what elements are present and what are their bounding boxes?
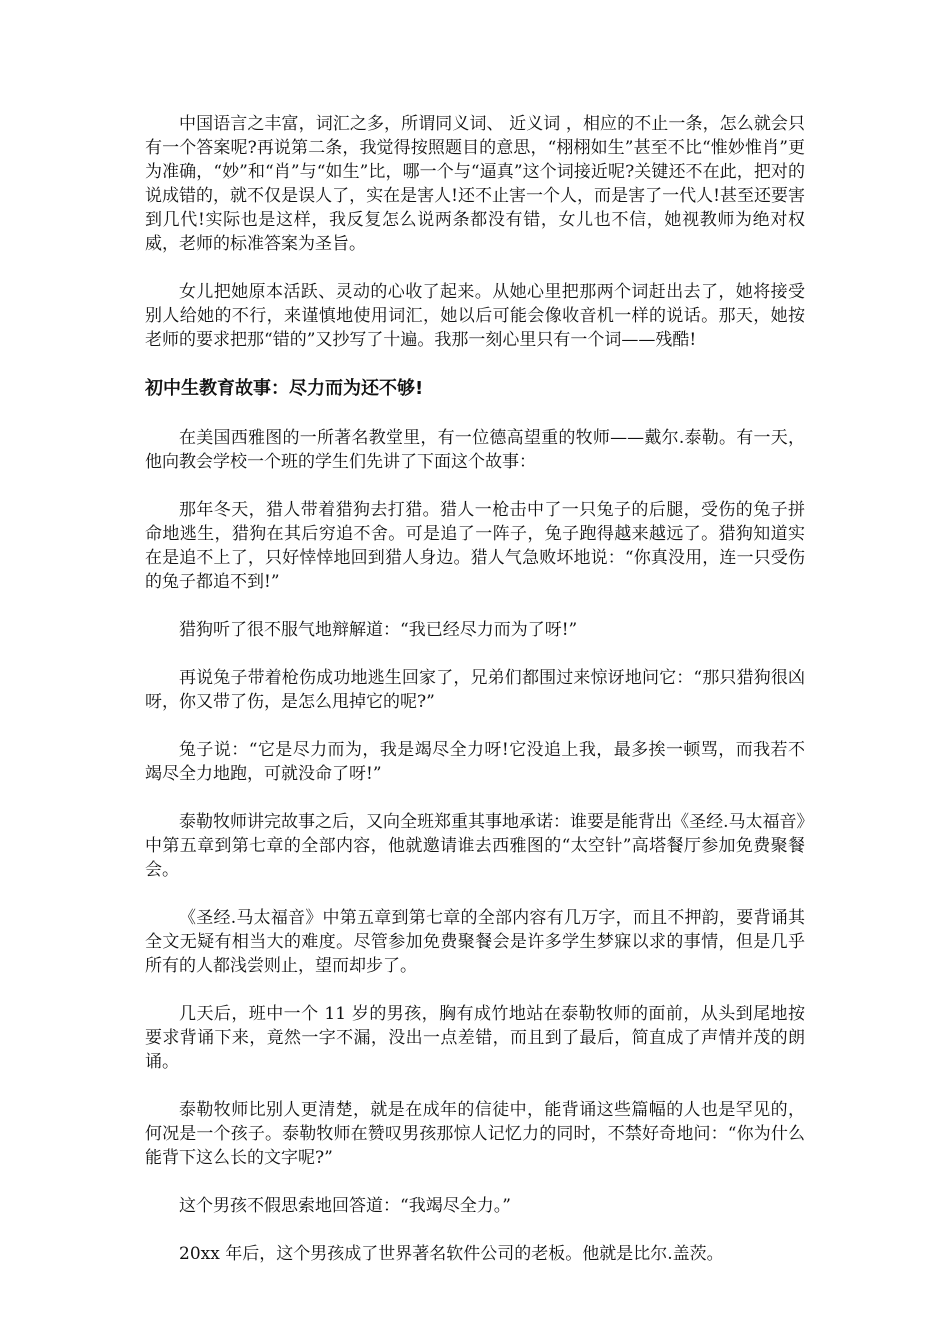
paragraph-rabbit-reply: 兔子说：“它是尽力而为，我是竭尽全力呀!它没追上我，最多挨一顿骂，而我若不竭尽全力地跑，可就没命了呀!” bbox=[145, 740, 805, 784]
paragraph-intro: 在美国西雅图的一所著名教堂里，有一位德高望重的牧师——戴尔.泰勒。有一天，他向教会学校一个班的学生们先讲了下面这个故事： bbox=[145, 428, 805, 472]
document-page bbox=[145, 112, 805, 1290]
paragraph-dog-reply: 猎狗听了很不服气地辩解道：“我已经尽力而为了呀!” bbox=[179, 620, 578, 640]
paragraph-boy-recites: 几天后，班中一个 11 岁的男孩，胸有成竹地站在泰勒牧师的面前，从头到尾地按要求背诵下来，竟然一字不漏，没出一点差错，而且到了最后，简直成了声情并茂的朗诵。 bbox=[145, 1004, 805, 1072]
paragraph-promise: 泰勒牧师讲完故事之后，又向全班郑重其事地承诺：谁要是能背出《圣经.马太福音》中第五章到第七章的全部内容，他就邀请谁去西雅图的“太空针”高塔餐厅参加免费聚餐会。 bbox=[145, 812, 805, 880]
paragraph-synonyms: 中国语言之丰富，词汇之多，所谓同义词、 近义词 ，相应的不止一条，怎么就会只有一个答案呢?再说第二条，我觉得按照题目的意思，“栩栩如生”甚至不比“惟妙惟肖”更为准确，“妙”和“肖”与“如生”比，哪一个与“逼真”这个词接近呢?关键还不在此，把对的说成错的，就不仅是误人了，实在是害人!还不止害一个人，而是害了一代人!甚至还要害到几代!实际也是这样，我反复怎么说两条都没有错，女儿也不信，她视教师为绝对权威，老师的标准答案为圣旨。 bbox=[145, 114, 805, 254]
paragraph-pastor-asks: 泰勒牧师比别人更清楚，就是在成年的信徒中，能背诵这些篇幅的人也是罕见的，何况是一个孩子。泰勒牧师在赞叹男孩那惊人记忆力的同时，不禁好奇地问：“你为什么能背下这么长的文字呢?” bbox=[145, 1100, 805, 1168]
paragraph-difficulty: 《圣经.马太福音》中第五章到第七章的全部内容有几万字，而且不押韵，要背诵其全文无疑有相当大的难度。尽管参加免费聚餐会是许多学生梦寐以求的事情，但是几乎所有的人都浅尝则止，望而却步了。 bbox=[145, 908, 805, 976]
paragraph-hunter: 那年冬天，猎人带着猎狗去打猎。猎人一枪击中了一只兔子的后腿，受伤的兔子拼命地逃生，猎狗在其后穷追不舍。可是追了一阵子，兔子跑得越来越远了。猎狗知道实在是追不上了，只好悻悻地回到猎人身边。猎人气急败坏地说：“你真没用，连一只受伤的兔子都追不到!” bbox=[145, 500, 805, 592]
section-heading: 初中生教育故事：尽力而为还不够! bbox=[145, 378, 424, 399]
paragraph-rabbit-brothers: 再说兔子带着枪伤成功地逃生回家了，兄弟们都围过来惊讶地问它：“那只猎狗很凶呀，你又带了伤，是怎么甩掉它的呢?” bbox=[145, 668, 805, 712]
paragraph-daughter: 女儿把她原本活跃、灵动的心收了起来。从她心里把那两个词赶出去了，她将接受别人给她的不行，来谨慎地使用词汇，她以后可能会像收音机一样的说话。那天，她按老师的要求把那“错的”又抄写了十遍。我那一刻心里只有一个词——残酷! bbox=[145, 282, 805, 350]
paragraph-ending: 20xx 年后，这个男孩成了世界著名软件公司的老板。他就是比尔.盖茨。 bbox=[179, 1244, 724, 1264]
paragraph-boy-answers: 这个男孩不假思索地回答道：“我竭尽全力。” bbox=[179, 1196, 511, 1216]
